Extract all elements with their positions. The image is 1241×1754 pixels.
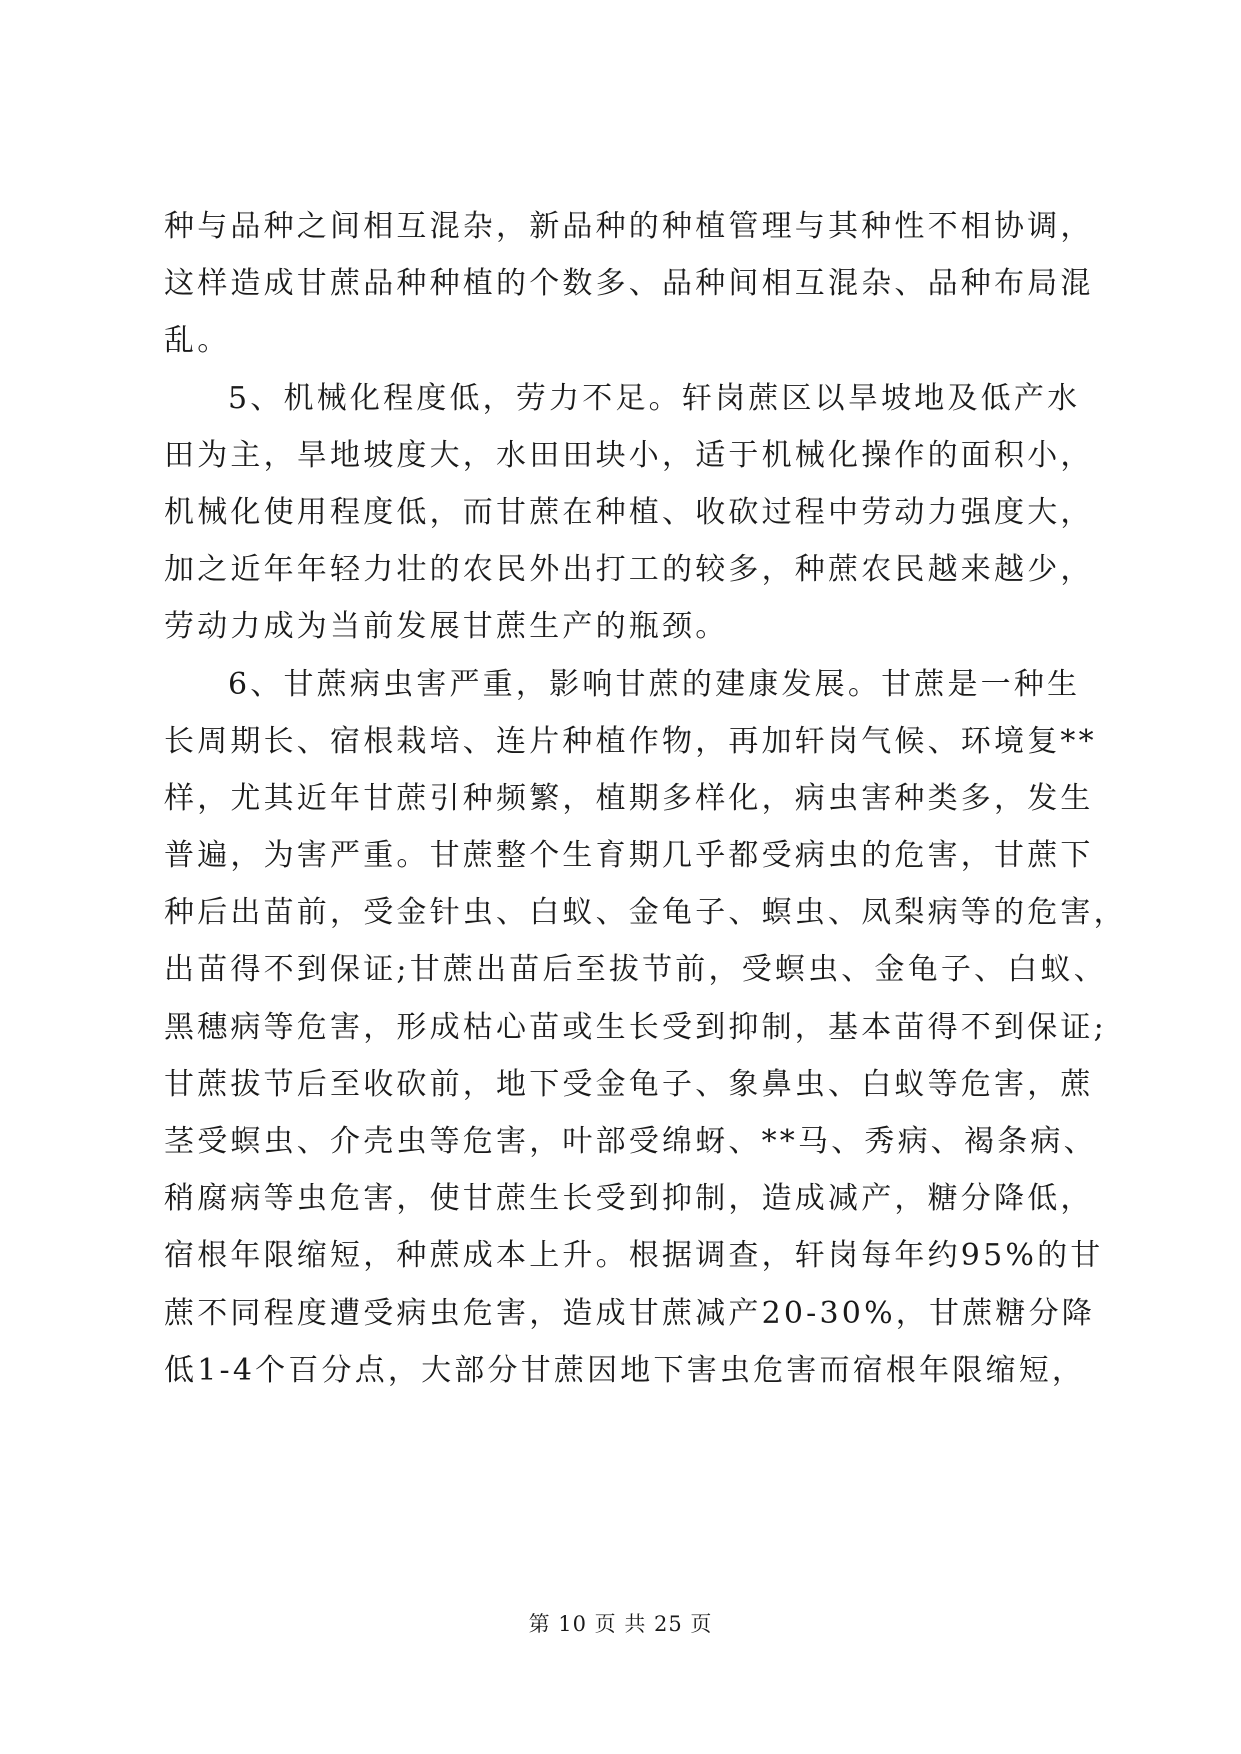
text-line: 普遍，为害严重。甘蔗整个生育期几乎都受病虫的危害，甘蔗下	[164, 838, 1094, 874]
text-line: 样，尤其近年甘蔗引种频繁，植期多样化，病虫害种类多，发生	[164, 780, 1094, 816]
text-line: 乱。	[164, 323, 231, 359]
text-line: 机械化使用程度低，而甘蔗在种植、收砍过程中劳动力强度大，	[164, 494, 1094, 530]
text-line: 甘蔗拔节后至收砍前，地下受金龟子、象鼻虫、白蚁等危害，蔗	[164, 1066, 1094, 1102]
text-line: 稍腐病等虫危害，使甘蔗生长受到抑制，造成减产，糖分降低，	[164, 1181, 1094, 1217]
text-line: 种与品种之间相互混杂，新品种的种植管理与其种性不相协调，	[164, 209, 1094, 244]
text-line: 5、机械化程度低，劳力不足。轩岗蔗区以旱坡地及低产水	[228, 380, 1081, 416]
page-number-footer: 第 10 页 共 25 页	[528, 1612, 713, 1636]
text-line: 出苗得不到保证;甘蔗出苗后至拔节前，受螟虫、金龟子、白蚁、	[164, 952, 1107, 988]
text-line: 宿根年限缩短，种蔗成本上升。根据调查，轩岗每年约95%的甘	[164, 1238, 1104, 1274]
text-line: 长周期长、宿根栽培、连片种植作物，再加轩岗气候、环境复**	[164, 723, 1097, 759]
text-line: 劳动力成为当前发展甘蔗生产的瓶颈。	[164, 609, 729, 645]
body-text	[164, 198, 1127, 1399]
text-line: 6、甘蔗病虫害严重，影响甘蔗的建康发展。甘蔗是一种生	[228, 666, 1081, 702]
text-line: 黑穗病等危害，形成枯心苗或生长受到抑制，基本苗得不到保证;	[164, 1009, 1107, 1045]
text-line: 蔗不同程度遭受病虫危害，造成甘蔗减产20-30%，甘蔗糖分降	[164, 1295, 1095, 1331]
text-line: 这样造成甘蔗品种种植的个数多、品种间相互混杂、品种布局混	[164, 266, 1094, 302]
text-line: 种后出苗前，受金针虫、白蚁、金龟子、螟虫、凤梨病等的危害，	[164, 895, 1127, 931]
text-line: 低1-4个百分点，大部分甘蔗因地下害虫危害而宿根年限缩短，	[164, 1352, 1086, 1388]
text-line: 加之近年年轻力壮的农民外出打工的较多，种蔗农民越来越少，	[164, 552, 1094, 588]
text-line: 田为主，旱地坡度大，水田田块小，适于机械化操作的面积小，	[164, 437, 1094, 473]
text-line: 茎受螟虫、介壳虫等危害，叶部受绵蚜、**马、秀病、褐条病、	[164, 1124, 1097, 1159]
